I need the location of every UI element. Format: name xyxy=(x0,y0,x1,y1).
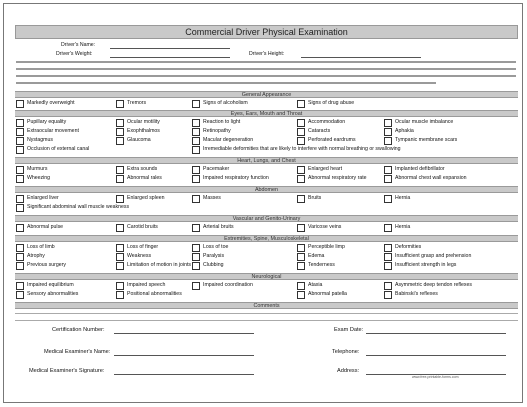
checkbox-insufficient-grasp[interactable] xyxy=(384,253,392,261)
checkbox-markedly-overweight[interactable] xyxy=(16,100,24,108)
label-bruits: Bruits xyxy=(308,195,322,201)
label-impaired-speech: Impaired speech xyxy=(127,282,166,288)
checkbox-previous-surgery[interactable] xyxy=(16,262,24,270)
checkbox-extra-sounds[interactable] xyxy=(116,166,124,174)
checkbox-sensory-abnormalities[interactable] xyxy=(16,291,24,299)
checkbox-enlarged-liver[interactable] xyxy=(16,195,24,203)
checkbox-weakness[interactable] xyxy=(116,253,124,261)
checkbox-tympanic-membrane-scars[interactable] xyxy=(384,137,392,145)
label-tympanic-membrane-scars: Tympanic membrane scars xyxy=(395,137,458,143)
checkbox-glaucoma[interactable] xyxy=(116,137,124,145)
label-extra-sounds: Extra sounds xyxy=(127,166,158,172)
label-sensory-abnormalities: Sensory abnormalities xyxy=(27,291,79,297)
label-abnormal-patella: Abnormal patella xyxy=(308,291,347,297)
label-asymmetric-reflexes: Asymmetric deep tendon reflexes xyxy=(395,282,472,288)
label-accommodation: Accommodation xyxy=(308,119,346,125)
checkbox-ocular-motility[interactable] xyxy=(116,119,124,127)
checkbox-hernia-vascular[interactable] xyxy=(384,224,392,232)
label-abnormal-pulse: Abnormal pulse xyxy=(27,224,64,230)
checkbox-pacemaker[interactable] xyxy=(192,166,200,174)
checkbox-signs-of-drug-abuse[interactable] xyxy=(297,100,305,108)
label-abnormal-rales: Abnormal rales xyxy=(127,175,162,181)
exam-date-label: Exam Date: xyxy=(334,327,364,333)
checkbox-loss-of-limb[interactable] xyxy=(16,244,24,252)
checkbox-carotid-bruits[interactable] xyxy=(116,224,124,232)
label-glaucoma: Glaucoma xyxy=(127,137,151,143)
label-insufficient-strength: Insufficient strength in legs xyxy=(395,262,457,268)
label-pupillary-equality: Pupillary equality xyxy=(27,119,67,125)
checkbox-signs-of-alcoholism[interactable] xyxy=(192,100,200,108)
label-positional-abnormalities: Positional abnormalities xyxy=(127,291,182,297)
comment-line-1[interactable] xyxy=(15,313,518,314)
checkbox-abnormal-rales[interactable] xyxy=(116,175,124,183)
checkbox-impaired-speech[interactable] xyxy=(116,282,124,290)
footer-credit: www.free-printable-forms.com xyxy=(412,375,459,379)
checkbox-impaired-respiratory-function[interactable] xyxy=(192,175,200,183)
checkbox-enlarged-spleen[interactable] xyxy=(116,195,124,203)
label-enlarged-liver: Enlarged liver xyxy=(27,195,59,201)
section-neurological: Neurological xyxy=(15,273,518,280)
label-ocular-muscle-imbalance: Ocular muscle imbalance xyxy=(395,119,454,125)
label-previous-surgery: Previous surgery xyxy=(27,262,66,268)
label-nystagmus: Nystagmus xyxy=(27,137,53,143)
checkbox-impaired-coordination[interactable] xyxy=(192,282,200,290)
checkbox-abdominal-wall-weakness[interactable] xyxy=(16,204,24,212)
drivers-name-label: Driver's Name: xyxy=(61,42,96,48)
checkbox-abnormal-patella[interactable] xyxy=(297,291,305,299)
label-hernia-vascular: Hernia xyxy=(395,224,411,230)
checkbox-macular-degeneration[interactable] xyxy=(192,137,200,145)
checkbox-retinopathy[interactable] xyxy=(192,128,200,136)
label-cataracts: Cataracts xyxy=(308,128,331,134)
label-enlarged-heart: Enlarged heart xyxy=(308,166,343,172)
label-loss-of-finger: Loss of finger xyxy=(127,244,159,250)
checkbox-murmurs[interactable] xyxy=(16,166,24,174)
checkbox-clubbing[interactable] xyxy=(192,262,200,270)
drivers-height-label: Driver's Height: xyxy=(249,51,285,57)
label-wheezing: Wheezing xyxy=(27,175,51,181)
checkbox-paralysis[interactable] xyxy=(192,253,200,261)
section-abdomen: Abdomen xyxy=(15,186,518,193)
label-impaired-respiratory-function: Impaired respiratory function xyxy=(203,175,269,181)
drivers-weight-field[interactable] xyxy=(110,50,230,58)
checkbox-impaired-equilibrium[interactable] xyxy=(16,282,24,290)
label-abnormal-chest-wall-expansion: Abnormal chest wall expansion xyxy=(395,175,467,181)
label-hernia-abdomen: Hernia xyxy=(395,195,411,201)
certification-number-label: Certification Number: xyxy=(52,327,105,333)
label-abnormal-respiratory-rate: Abnormal respiratory rate xyxy=(308,175,367,181)
drivers-height-field[interactable] xyxy=(301,50,421,58)
label-paralysis: Paralysis xyxy=(203,253,225,259)
checkbox-cataracts[interactable] xyxy=(297,128,305,136)
address-field[interactable] xyxy=(366,367,506,375)
label-abdominal-wall-weakness: Significant abdominal wall muscle weakness xyxy=(27,204,130,210)
checkbox-insufficient-strength[interactable] xyxy=(384,262,392,270)
label-aphakia: Aphakia xyxy=(395,128,414,134)
section-eyes-ears: Eyes, Ears, Mouth and Throat xyxy=(15,110,518,117)
checkbox-ocular-muscle-imbalance[interactable] xyxy=(384,119,392,127)
section-general-appearance: General Appearance xyxy=(15,91,518,98)
checkbox-varicose-veins[interactable] xyxy=(297,224,305,232)
label-perforated-eardrums: Perforated eardrums xyxy=(308,137,356,143)
section-comments: Comments xyxy=(15,302,518,309)
comment-line-2[interactable] xyxy=(15,320,518,321)
address-label: Address: xyxy=(337,368,360,374)
label-edema: Edema xyxy=(308,253,325,259)
label-varicose-veins: Varicose veins xyxy=(308,224,342,230)
label-arterial-bruits: Arterial bruits xyxy=(203,224,234,230)
label-impaired-equilibrium: Impaired equilibrium xyxy=(27,282,74,288)
checkbox-limitation-of-motion[interactable] xyxy=(116,262,124,270)
checkbox-abnormal-respiratory-rate[interactable] xyxy=(297,175,305,183)
label-reaction-to-light: Reaction to light xyxy=(203,119,241,125)
checkbox-enlarged-heart[interactable] xyxy=(297,166,305,174)
checkbox-reaction-to-light[interactable] xyxy=(192,119,200,127)
label-atrophy: Atrophy xyxy=(27,253,45,259)
label-signs-of-drug-abuse: Signs of drug abuse xyxy=(308,100,355,106)
checkbox-extraocular-movement[interactable] xyxy=(16,128,24,136)
checkbox-abnormal-chest-wall-expansion[interactable] xyxy=(384,175,392,183)
label-babinskis-reflexes: Babinski's reflexes xyxy=(395,291,438,297)
label-pacemaker: Pacemaker xyxy=(203,166,230,172)
label-limitation-of-motion: Limitation of motion in joints xyxy=(127,262,192,268)
checkbox-atrophy[interactable] xyxy=(16,253,24,261)
checkbox-bruits[interactable] xyxy=(297,195,305,203)
checkbox-perforated-eardrums[interactable] xyxy=(297,137,305,145)
checkbox-loss-of-finger[interactable] xyxy=(116,244,124,252)
exam-date-field[interactable] xyxy=(366,326,506,334)
checkbox-ataxia[interactable] xyxy=(297,282,305,290)
label-implanted-defibrillator: Implanted defibrillator xyxy=(395,166,445,172)
medical-examiners-signature-label: Medical Examiner's Signature: xyxy=(29,368,105,374)
label-insufficient-grasp: Insufficient grasp and prehension xyxy=(395,253,472,259)
label-weakness: Weakness xyxy=(127,253,152,259)
checkbox-aphakia[interactable] xyxy=(384,128,392,136)
label-macular-degeneration: Macular degeneration xyxy=(203,137,254,143)
checkbox-babinskis-reflexes[interactable] xyxy=(384,291,392,299)
checkbox-perceptible-limp[interactable] xyxy=(297,244,305,252)
label-carotid-bruits: Carotid bruits xyxy=(127,224,158,230)
label-occlusion-external-canal: Occlusion of external canal xyxy=(27,146,90,152)
label-deformities: Deformities xyxy=(395,244,422,250)
label-ataxia: Ataxia xyxy=(308,282,323,288)
label-loss-of-limb: Loss of limb xyxy=(27,244,55,250)
checkbox-irremediable-deformities[interactable] xyxy=(192,146,200,154)
medical-examiners-signature-field[interactable] xyxy=(114,367,254,375)
checkbox-tenderness[interactable] xyxy=(297,262,305,270)
drivers-name-field[interactable] xyxy=(110,41,230,49)
label-murmurs: Murmurs xyxy=(27,166,48,172)
checkbox-exophthalmos[interactable] xyxy=(116,128,124,136)
label-retinopathy: Retinopathy xyxy=(203,128,231,134)
label-extraocular-movement: Extraocular movement xyxy=(27,128,79,134)
drivers-weight-label: Driver's Weight: xyxy=(56,51,93,57)
form-sheet xyxy=(3,3,523,403)
checkbox-hernia-abdomen[interactable] xyxy=(384,195,392,203)
checkbox-tremors[interactable] xyxy=(116,100,124,108)
label-tenderness: Tenderness xyxy=(308,262,335,268)
medical-examiners-name-field[interactable] xyxy=(114,348,254,356)
checkbox-loss-of-toe[interactable] xyxy=(192,244,200,252)
checkbox-masses[interactable] xyxy=(192,195,200,203)
certification-number-field[interactable] xyxy=(114,326,254,334)
checkbox-occlusion-external-canal[interactable] xyxy=(16,146,24,154)
section-extremities: Extremities, Spine, Musculoskeletal xyxy=(15,235,518,242)
label-markedly-overweight: Markedly overweight xyxy=(27,100,75,106)
label-tremors: Tremors xyxy=(127,100,147,106)
checkbox-deformities[interactable] xyxy=(384,244,392,252)
checkbox-edema[interactable] xyxy=(297,253,305,261)
label-irremediable-deformities: Irremediable deformities that are likely to interfere with normal breathing or swallowing xyxy=(203,146,401,152)
checkbox-wheezing[interactable] xyxy=(16,175,24,183)
label-signs-of-alcoholism: Signs of alcoholism xyxy=(203,100,248,106)
section-heart-lungs: Heart, Lungs, and Chest xyxy=(15,157,518,164)
label-exophthalmos: Exophthalmos xyxy=(127,128,160,134)
label-impaired-coordination: Impaired coordination xyxy=(203,282,253,288)
medical-examiners-name-label: Medical Examiner's Name: xyxy=(44,349,111,355)
label-enlarged-spleen: Enlarged spleen xyxy=(127,195,165,201)
page-title: Commercial Driver Physical Examination xyxy=(15,25,518,39)
label-perceptible-limp: Perceptible limp xyxy=(308,244,345,250)
label-ocular-motility: Ocular motility xyxy=(127,119,160,125)
checkbox-accommodation[interactable] xyxy=(297,119,305,127)
checkbox-implanted-defibrillator[interactable] xyxy=(384,166,392,174)
checkbox-pupillary-equality[interactable] xyxy=(16,119,24,127)
checkbox-abnormal-pulse[interactable] xyxy=(16,224,24,232)
section-vascular: Vascular and Genito-Urinary xyxy=(15,215,518,222)
checkbox-nystagmus[interactable] xyxy=(16,137,24,145)
checkbox-positional-abnormalities[interactable] xyxy=(116,291,124,299)
checkbox-arterial-bruits[interactable] xyxy=(192,224,200,232)
telephone-field[interactable] xyxy=(366,348,506,356)
checkbox-asymmetric-reflexes[interactable] xyxy=(384,282,392,290)
telephone-label: Telephone: xyxy=(332,349,360,355)
label-loss-of-toe: Loss of toe xyxy=(203,244,229,250)
label-clubbing: Clubbing xyxy=(203,262,224,268)
label-masses: Masses xyxy=(203,195,221,201)
